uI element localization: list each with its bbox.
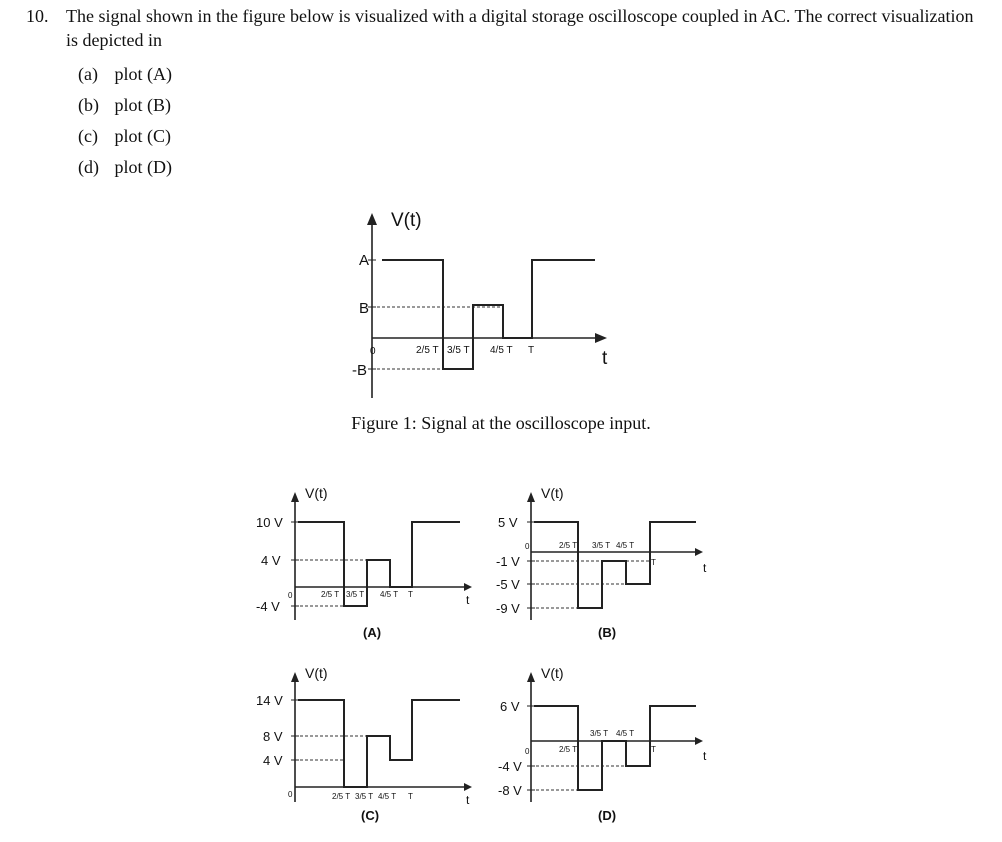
plot-c: [256, 665, 472, 823]
y-label-neg-b: -B: [352, 362, 367, 379]
origin-label: 0: [525, 542, 530, 551]
y-label-neg1v: -1 V: [496, 554, 520, 569]
y-label-4v: 4 V: [261, 553, 281, 568]
origin-label: 0: [525, 747, 530, 756]
plot-d: [498, 665, 707, 823]
x-tick-t: T: [528, 345, 535, 356]
x-axis-label: t: [703, 749, 707, 763]
x-tick-4-5t: 4/5 T: [616, 729, 635, 738]
option-label: (d): [78, 157, 99, 177]
y-label-6v: 6 V: [500, 699, 520, 714]
option-text: plot (B): [114, 95, 171, 115]
x-tick-2-5t: 2/5 T: [559, 541, 578, 550]
plot-title: (B): [598, 625, 617, 640]
option-label: (b): [78, 95, 99, 115]
signal-waveform: [298, 700, 460, 787]
option-text: plot (C): [114, 126, 171, 146]
y-axis-arrow: [291, 672, 299, 682]
plot-title: (D): [598, 808, 617, 823]
origin-label: 0: [370, 346, 376, 357]
y-label-neg4v: -4 V: [498, 759, 522, 774]
y-axis-arrow: [291, 492, 299, 502]
y-label-neg5v: -5 V: [496, 577, 520, 592]
x-tick-3-5t: 3/5 T: [447, 345, 470, 356]
signal-waveform: [382, 260, 595, 369]
origin-label: 0: [288, 591, 293, 600]
y-label-neg9v: -9 V: [496, 601, 520, 616]
x-tick-t: T: [651, 745, 656, 754]
y-axis-arrow: [527, 492, 535, 502]
x-axis-label: t: [466, 793, 470, 807]
option-text: plot (D): [114, 157, 172, 177]
x-axis-arrow: [695, 548, 703, 556]
x-tick-3-5t: 3/5 T: [355, 792, 374, 801]
x-tick-t: T: [408, 792, 413, 801]
y-label-5v: 5 V: [498, 515, 518, 530]
y-axis-arrow: [527, 672, 535, 682]
plot-title: (A): [363, 625, 382, 640]
y-label-b: B: [359, 300, 370, 317]
x-tick-4-5t: 4/5 T: [378, 792, 397, 801]
signal-waveform: [534, 522, 696, 608]
x-tick-3-5t: 3/5 T: [346, 590, 365, 599]
y-axis-arrow: [367, 213, 377, 225]
x-tick-3-5t: 3/5 T: [592, 541, 611, 550]
x-axis-arrow: [695, 737, 703, 745]
x-tick-2-5t: 2/5 T: [559, 745, 578, 754]
y-label-8v: 8 V: [263, 729, 283, 744]
plot-a: [256, 485, 472, 640]
plot-b: [496, 485, 707, 640]
x-axis-arrow: [595, 333, 607, 343]
question-number: 10.: [26, 6, 49, 26]
x-tick-3-5t: 3/5 T: [590, 729, 609, 738]
y-label-10v: 10 V: [256, 515, 283, 530]
y-axis-label: V(t): [541, 485, 564, 501]
y-axis-label: V(t): [305, 665, 328, 681]
plot-title: (C): [361, 808, 380, 823]
x-axis-label: t: [602, 348, 608, 369]
option-text: plot (A): [114, 64, 172, 84]
x-tick-2-5t: 2/5 T: [416, 345, 439, 356]
y-label-14v: 14 V: [256, 693, 283, 708]
y-axis-label: V(t): [541, 665, 564, 681]
x-tick-2-5t: 2/5 T: [321, 590, 340, 599]
y-label-a: A: [359, 252, 370, 269]
y-axis-label: V(t): [305, 485, 328, 501]
question-text: The signal shown in the figure below is visualized with a digital storage oscilloscope coupled in AC. The correct visualization is depicted in: [66, 6, 974, 50]
figure-1: [352, 210, 608, 398]
x-tick-4-5t: 4/5 T: [380, 590, 399, 599]
x-tick-t: T: [651, 558, 656, 567]
x-axis-arrow: [464, 583, 472, 591]
x-tick-4-5t: 4/5 T: [616, 541, 635, 550]
x-tick-t: T: [408, 590, 413, 599]
option-label: (c): [78, 126, 98, 146]
y-label-neg8v: -8 V: [498, 783, 522, 798]
y-label-4v: 4 V: [263, 753, 283, 768]
x-axis-label: t: [703, 561, 707, 575]
x-axis-arrow: [464, 783, 472, 791]
option-label: (a): [78, 64, 98, 84]
x-axis-label: t: [466, 593, 470, 607]
x-tick-4-5t: 4/5 T: [490, 345, 513, 356]
x-tick-2-5t: 2/5 T: [332, 792, 351, 801]
origin-label: 0: [288, 790, 293, 799]
figure-1-caption: Figure 1: Signal at the oscilloscope input.: [351, 413, 651, 433]
y-axis-label: V(t): [391, 210, 422, 231]
y-label-neg4v: -4 V: [256, 599, 280, 614]
